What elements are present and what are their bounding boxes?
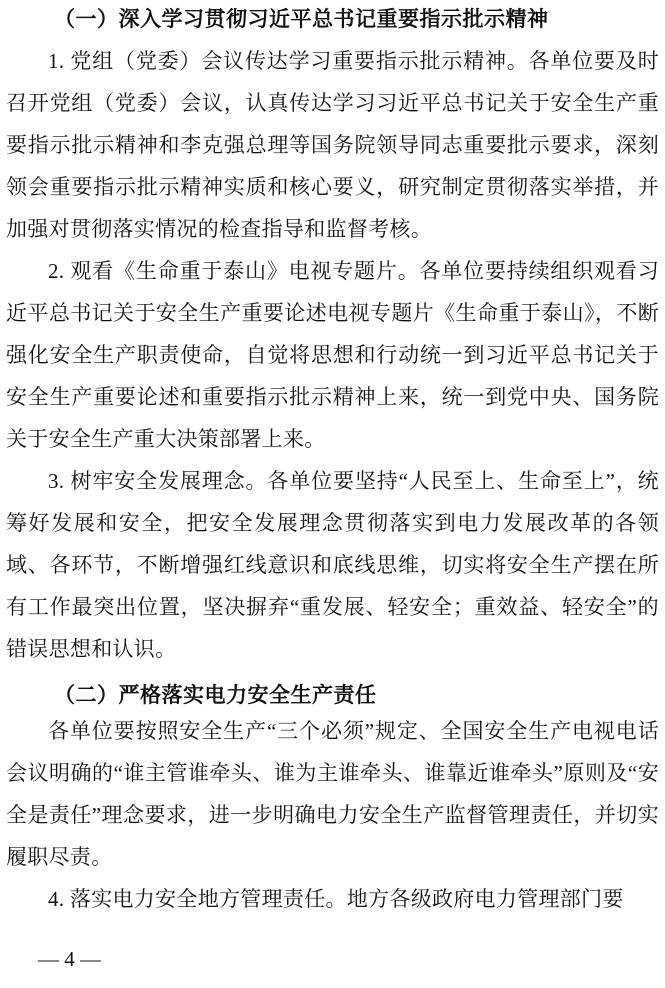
paragraph-3: 3. 树牢安全发展理念。各单位要坚持“人民至上、生命至上”，统筹好发展和安全，把安全发展理念贯彻落实到电力发展改革的各领域、各环节，不断增强红线意识和底线思维，切实将安全生产摆在所有工作最突出位置，坚决摒弃“重发展、轻安全；重效益、轻安全”的错误思想和认识。 [6, 469, 659, 661]
section-heading-2: （二）严格落实电力安全生产责任 [54, 682, 377, 707]
paragraph-2: 2. 观看《生命重于泰山》电视专题片。各单位要持续组织观看习近平总书记关于安全生产重要论述电视专题片《生命重于泰山》，不断强化安全生产职责使命，自觉将思想和行动统一到习近平总书记关于安全生产重要论述和重要指示批示精神上来，统一到党中央、国务院关于安全生产重大决策部署上来。 [6, 259, 659, 451]
section-heading-1: （一）深入学习贯彻习近平总书记重要指示批示精神 [54, 6, 549, 31]
page-number: — 4 — [38, 947, 101, 971]
paragraph-5: 4. 落实电力安全地方管理责任。地方各级政府电力管理部门要 [48, 887, 624, 911]
paragraph-4: 各单位要按照安全生产“三个必须”规定、全国安全生产电视电话会议明确的“谁主管谁牵头、谁为主谁牵头、谁靠近谁牵头”原则及“安全是责任”理念要求，进一步明确电力安全生产监督管理责任，并切实履职尽责。 [6, 719, 659, 869]
paragraph-1: 1. 党组（党委）会议传达学习重要指示批示精神。各单位要及时召开党组（党委）会议，认真传达学习习近平总书记关于安全生产重要指示批示精神和李克强总理等国务院领导同志重要批示要求，深刻领会重要指示批示精神实质和核心要义，研究制定贯彻落实举措，并加强对贯彻落实情况的检查指导和监督考核。 [6, 49, 659, 241]
